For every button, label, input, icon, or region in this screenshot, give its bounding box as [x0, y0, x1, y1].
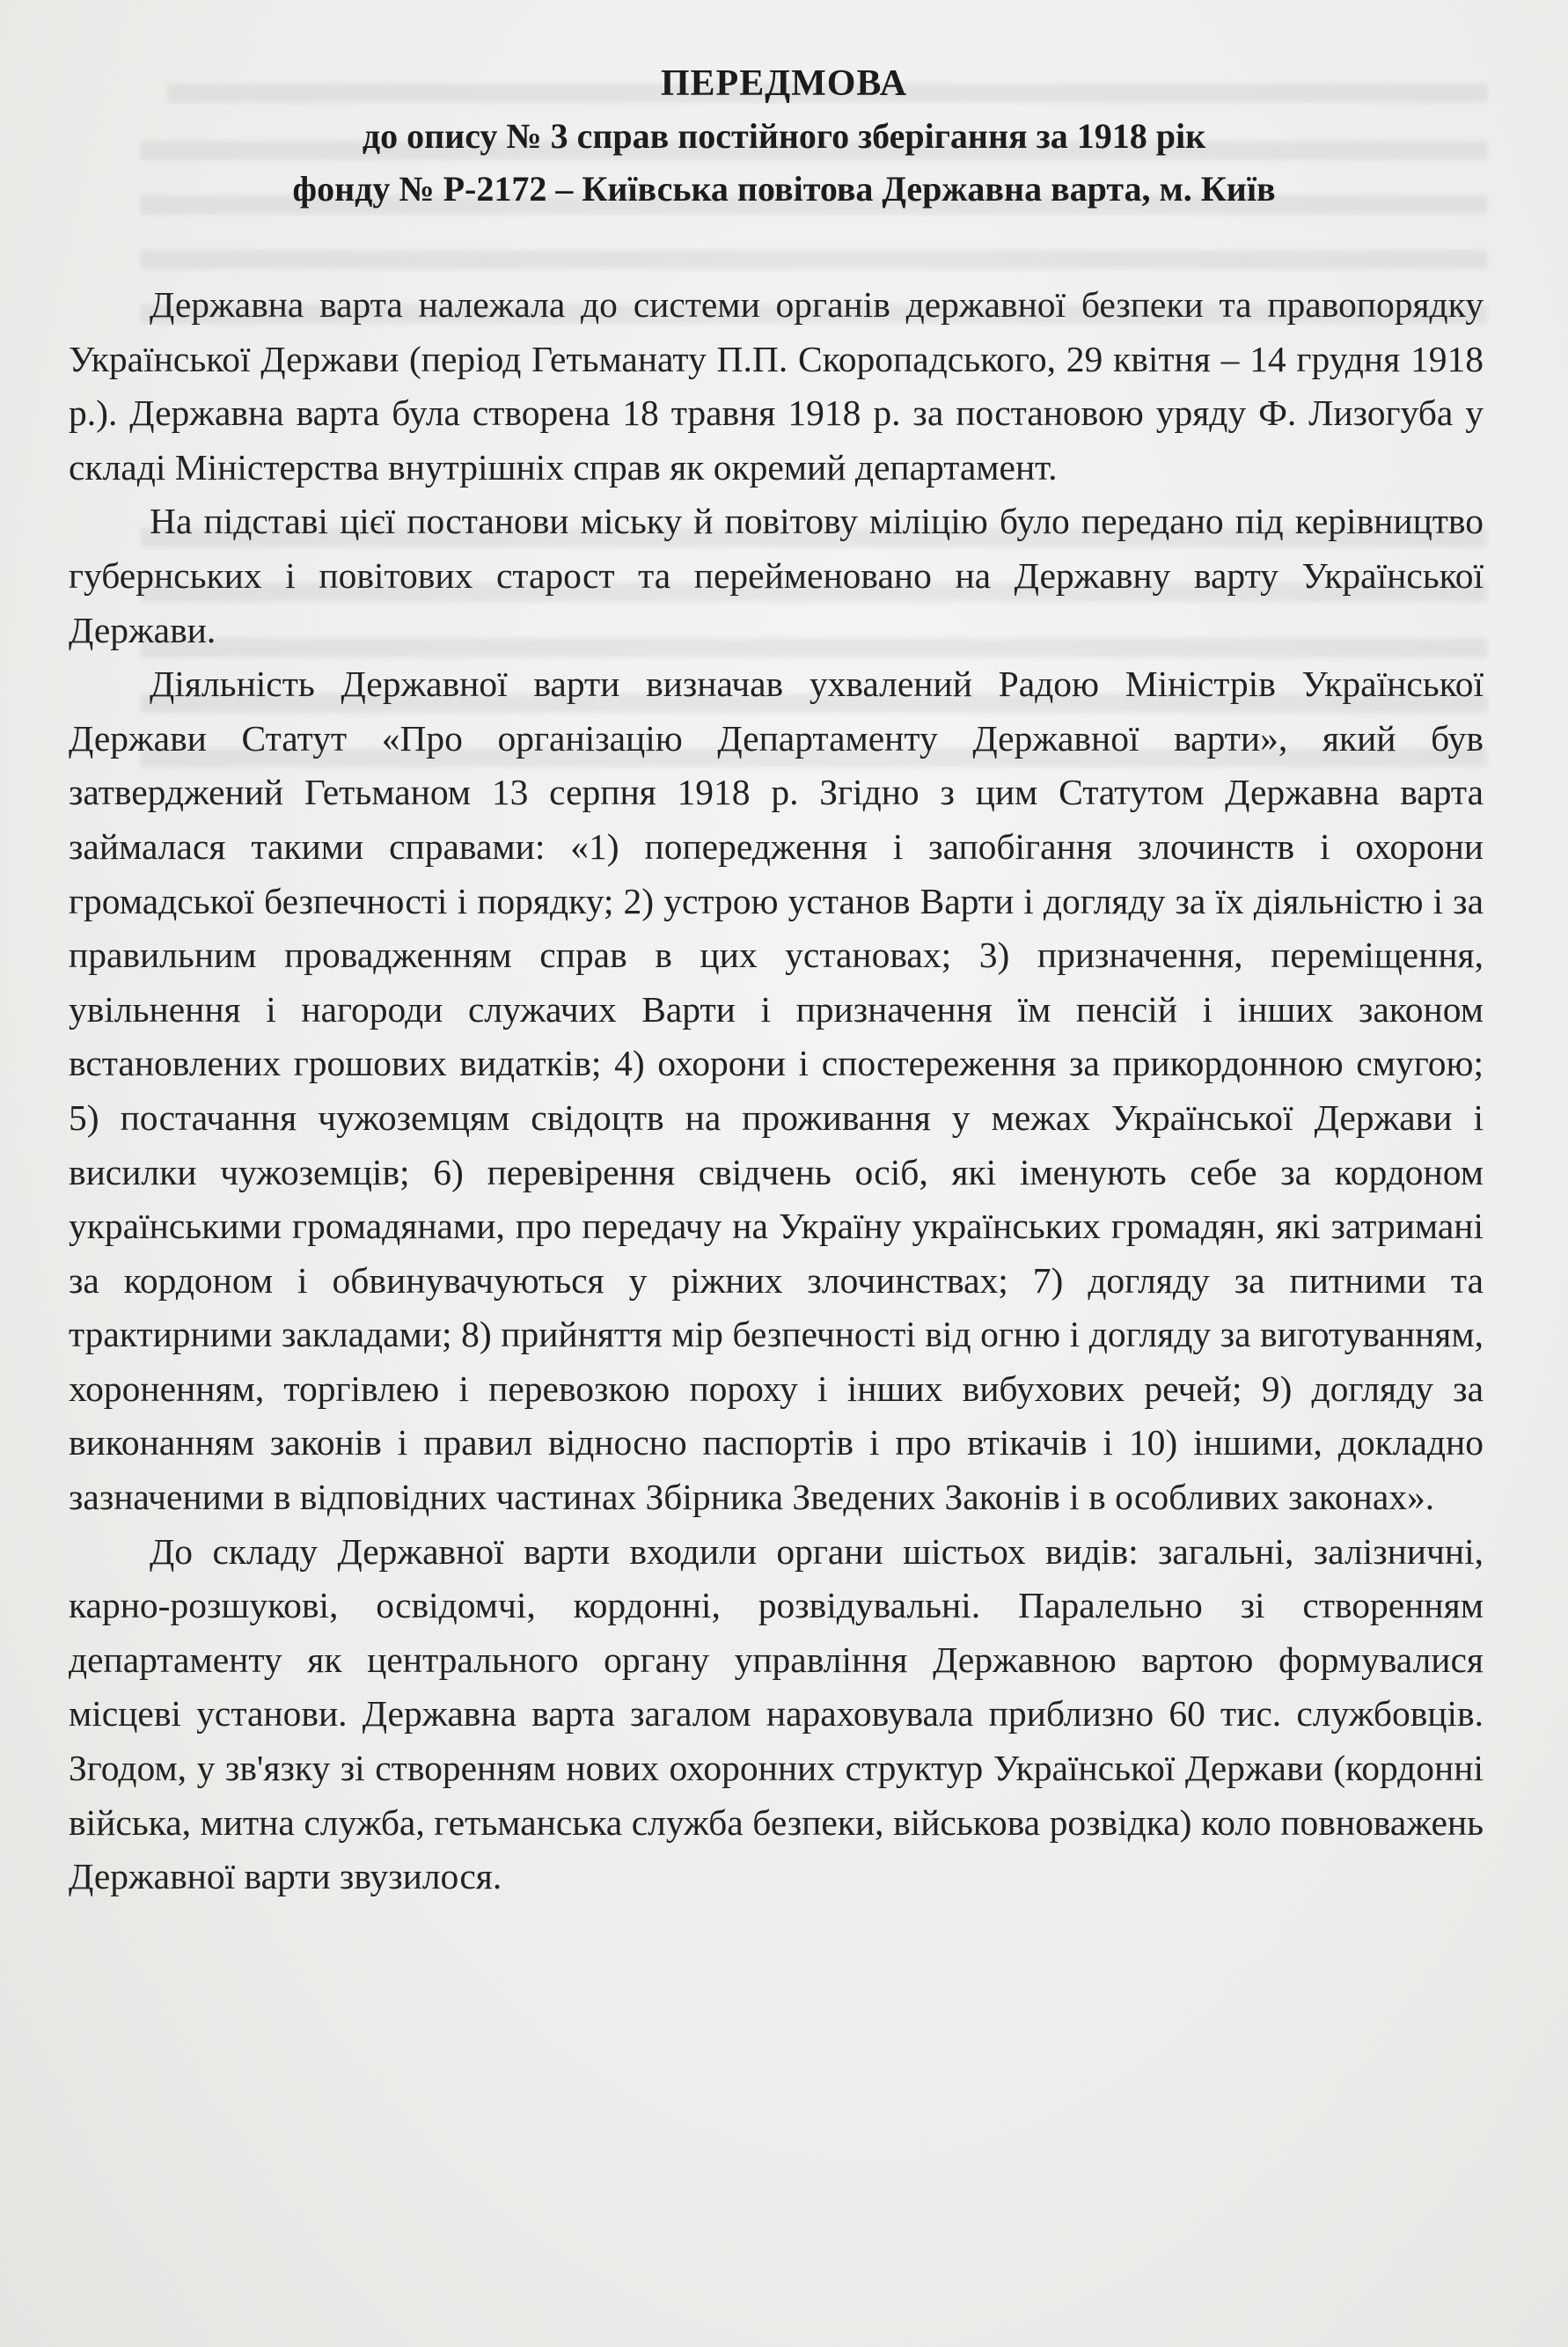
document-subtitle-line-1: до опису № 3 справ постійного зберігання за 1918 рік — [362, 116, 1206, 156]
document-title: ПЕРЕДМОВА — [660, 63, 908, 104]
paragraph-4: До складу Державної варти входили органи шістьох видів: загальні, залізничні, карно-розшукові, освідомчі, кордонні, розвідувальні. Паралельно зі створенням департаменту як центрального органу управління Державною вартою формувалися місцеві установи. Державна варта загалом нараховувала приблизно 60 тис. службовців. Згодом, у зв'язку зі створенням нових охоронних структур Української Держави (кордонні війська, митна служба, гетьманська служба безпеки, військова розвідка) коло повноважень Державної варти звузилося. — [69, 1530, 1484, 1897]
document-subtitle-line-2: фонду № Р-2172 – Київська повітова Державна варта, м. Київ — [292, 169, 1276, 209]
document-body — [69, 278, 1484, 1904]
paragraph-3: Діяльність Державної варти визначав ухвалений Радою Міністрів Української Держави Статут «Про організацію Департаменту Державної варти», який був затверджений Гетьманом 13 серпня 1918 р. Згідно з цим Статутом Державна варта займалася такими справами: «1) попередження і запобігання злочинств і охорони громадської безпечності і порядку; 2) устрою установ Варти і догляду за їх діяльністю і за правильним провадженням справ в цих установах; 3) призначення, переміщення, увільнення і нагороди служачих Варти і призначення їм пенсій і інших законом встановлених грошових видатків; 4) охорони і спостереження за прикордонною смугою; 5) постачання чужоземцям свідоцтв на проживання у межах Української Держави і висилки чужоземців; 6) перевірення свідчень осіб, які іменують себе за кордоном українськими громадянами, про передачу на Україну українських громадян, які затримані за кордоном і обвинувачуються у ріжних злочинствах; 7) догляду за питними та трактирними закладами; 8) прийняття мір безпечності від огню і догляду за виготуванням, хороненням, торгівлею і перевозкою пороху і інших вибухових речей; 9) догляду за виконанням законів і правил відносно паспортів і про втікачів і 10) іншими, докладно зазначеними в відповідних частинах Збірника Зведених Законів і в особливих законах». — [69, 664, 1484, 1518]
paragraph-2: На підставі цієї постанови міську й повітову міліцію було передано під керівництво губернських і повітових старост та перейменовано на Державну варту Української Держави. — [69, 501, 1484, 650]
paragraph-1: Державна варта належала до системи органів державної безпеки та правопорядку Української Держави (період Гетьманату П.П. Скоропадського, 29 квітня – 14 грудня 1918 р.). Державна варта була створена 18 травня 1918 р. за постановою уряду Ф. Лизогуба у складі Міністерства внутрішніх справ як окремий департамент. — [69, 284, 1484, 488]
document-header — [0, 57, 1568, 216]
